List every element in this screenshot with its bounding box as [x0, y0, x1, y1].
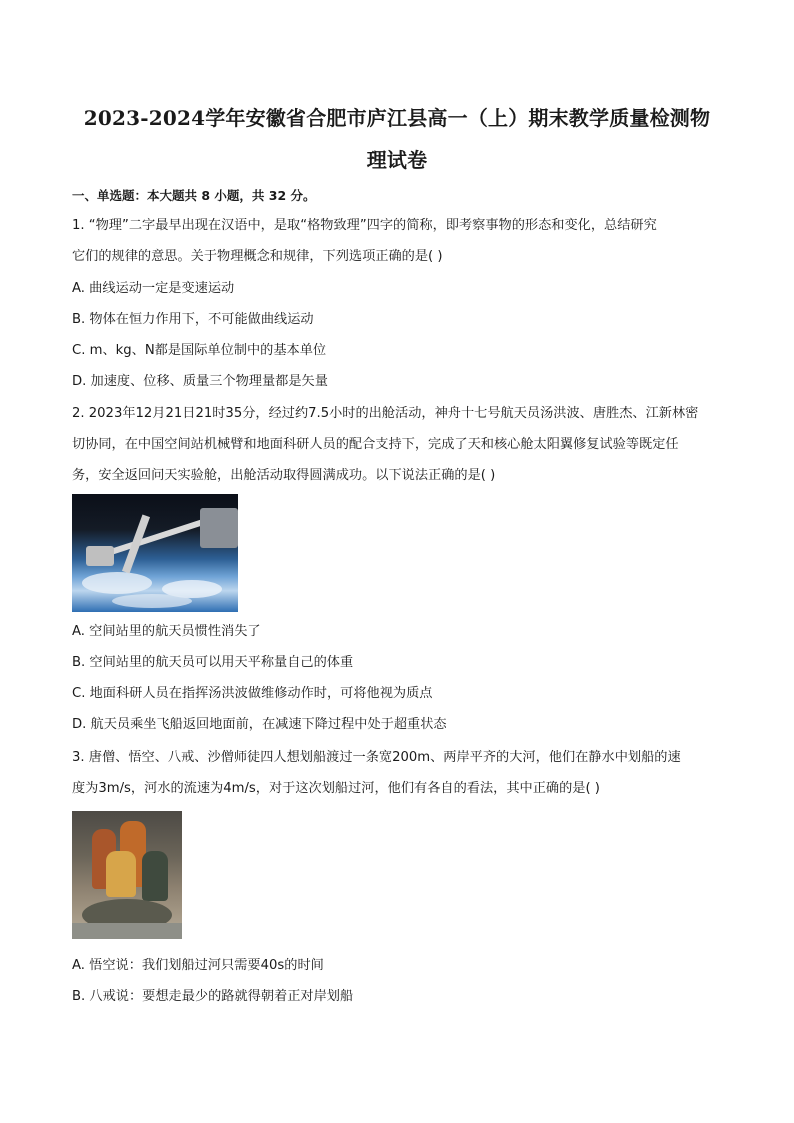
q3-stem-line1: 3. 唐僧、悟空、八戒、沙僧师徒四人想划船渡过一条宽200m、两岸平齐的大河，他们在静水中划船的速	[72, 750, 681, 765]
q3-stem-line2: 度为3m/s，河水的流速为4m/s，对于这次划船过河，他们有各自的看法，其中正确的是( )	[72, 781, 600, 796]
q2-stem-line3: 务，安全返回问天实验舱，出舱活动取得圆满成功。以下说法正确的是( )	[72, 468, 496, 483]
q1-option-b: B. 物体在恒力作用下，不可能做曲线运动	[72, 312, 314, 327]
q2-stem-line2: 切协同，在中国空间站机械臂和地面科研人员的配合支持下，完成了天和核心舱太阳翼修复试验等既定任	[72, 437, 679, 452]
q2-option-b: B. 空间站里的航天员可以用天平称量自己的体重	[72, 655, 354, 670]
q2-option-a: A. 空间站里的航天员惯性消失了	[72, 624, 261, 639]
space-station-photo	[72, 494, 238, 612]
exam-title-line1: 2023-2024学年安徽省合肥市庐江县高一（上）期末教学质量检测物	[83, 106, 711, 130]
q3-option-a: A. 悟空说：我们划船过河只需要40s的时间	[72, 958, 324, 973]
q1-option-d: D. 加速度、位移、质量三个物理量都是矢量	[72, 374, 328, 389]
section-heading: 一、单选题：本大题共 8 小题，共 32 分。	[72, 188, 316, 203]
q2-stem-line1: 2. 2023年12月21日21时35分，经过约7.5小时的出舱活动，神舟十七号航天员汤洪波、唐胜杰、江新林密	[72, 406, 699, 421]
q1-option-c: C. m、kg、N都是国际单位制中的基本单位	[72, 343, 327, 358]
exam-title-line2: 理试卷	[366, 148, 428, 172]
q1-stem-line1: 1. “物理”二字最早出现在汉语中，是取“格物致理”四字的简称，即考察事物的形态和变化，总结研究	[72, 218, 657, 233]
pilgrims-on-turtle-photo	[72, 811, 182, 939]
q1-option-a: A. 曲线运动一定是变速运动	[72, 281, 235, 296]
q3-option-b: B. 八戒说：要想走最少的路就得朝着正对岸划船	[72, 989, 354, 1004]
q1-stem-line2: 它们的规律的意思。关于物理概念和规律，下列选项正确的是( )	[72, 249, 443, 264]
q2-option-d: D. 航天员乘坐飞船返回地面前，在减速下降过程中处于超重状态	[72, 717, 447, 732]
q2-option-c: C. 地面科研人员在指挥汤洪波做维修动作时，可将他视为质点	[72, 686, 433, 701]
